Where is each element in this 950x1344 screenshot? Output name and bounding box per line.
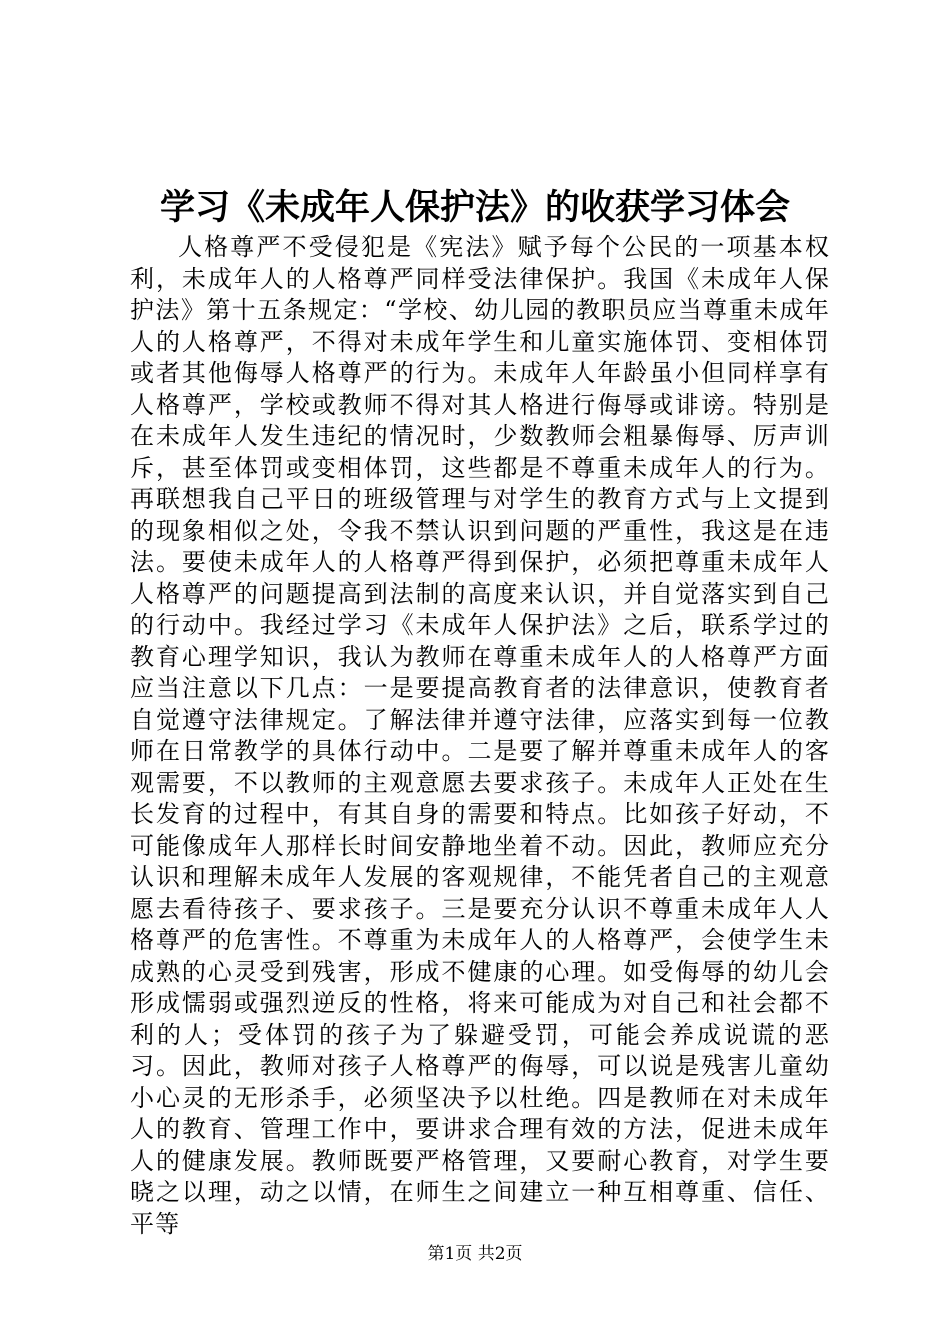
body-paragraph: 人格尊严不受侵犯是《宪法》赋予每个公民的一项基本权利，未成年人的人格尊严同样受法律保护。我国《未成年人保护法》第十五条规定：“学校、幼儿园的教职员应当尊重未成年人的人格尊严，不得对未成年学生和儿童实施体罚、变相体罚或者其他侮辱人格尊严的行为。未成年人年龄虽小但同样享有人格尊严，学校或教师不得对其人格进行侮辱或诽谤。特别是在未成年人发生违纪的情况时，少数教师会粗暴侮辱、厉声训斥，甚至体罚或变相体罚，这些都是不尊重未成年人的行为。再联想我自己平日的班级管理与对学生的教育方式与上文提到的现象相似之处，令我不禁认识到问题的严重性，我这是在违法。要使未成年人的人格尊严得到保护，必须把尊重未成年人人格尊严的问题提高到法制的高度来认识，并自觉落实到自己的行动中。我经过学习《未成年人保护法》之后，联系学过的教育心理学知识，我认为教师在尊重未成年人的人格尊严方面应当注意以下几点：一是要提高教育者的法律意识，使教育者自觉遵守法律规定。了解法律并遵守法律，应落实到每一位教师在日常教学的具体行动中。二是要了解并尊重未成年人的客观需要，不以教师的主观意愿去要求孩子。未成年人正处在生长发育的过程中，有其自身的需要和特点。比如孩子好动，不可能像成年人那样长时间安静地坐着不动。因此，教师应充分认识和理解未成年人发展的客观规律，不能凭者自己的主观意愿去看待孩子、要求孩子。三是要充分认识不尊重未成年人人格尊严的危害性。不尊重为未成年人的人格尊严，会使学生未成熟的心灵受到残害，形成不健康的心理。如受侮辱的幼儿会形成懦弱或强烈逆反的性格，将来可能成为对自己和社会都不利的人；受体罚的孩子为了躲避受罚，可能会养成说谎的恶习。因此，教师对孩子人格尊严的侮辱，可以说是残害儿童幼小心灵的无形杀手，必须坚决予以杜绝。四是教师在对未成年人的教育、管理工作中，要讲求合理有效的方法，促进未成年人的健康发展。教师既要严格管理，又要耐心教育，对学生要晓之以理，动之以情，在师生之间建立一种互相尊重、信任、平等	[130, 233, 830, 1238]
document-body	[130, 232, 830, 1238]
page-number-footer: 第1页 共2页	[427, 1244, 523, 1264]
document-title: 学习《未成年人保护法》的收获学习体会	[159, 187, 790, 228]
